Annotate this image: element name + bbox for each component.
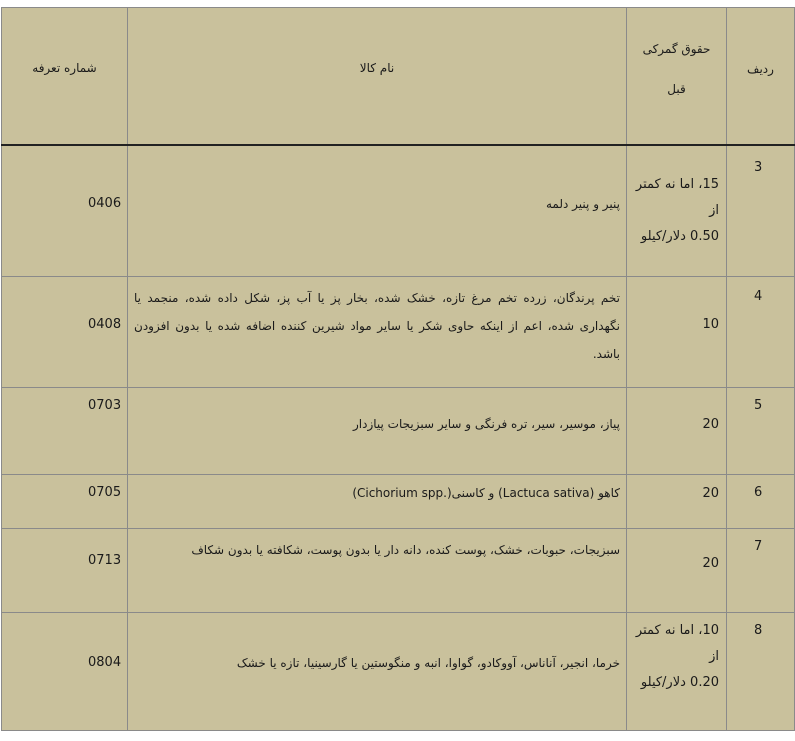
tariff-number: 0408 [88,316,122,332]
header-customs-duty-sublabel: قبل [667,82,686,96]
product-name: خرما، انجیر، آناناس، آووکادو، گواوا، انبه و منگوستین یا گارسینیا، تازه یا خشک [236,655,620,670]
tariff-number-cell [2,145,128,276]
tariff-number-cell [2,474,128,528]
row-number-cell [727,387,795,474]
row-number: 3 [754,160,763,175]
header-tariff-number [2,8,128,146]
duty-value: 10، اما نه کمتر از [635,622,719,664]
product-name-cell [128,612,627,730]
row-number-cell [727,528,795,612]
duty-cell [627,612,727,730]
duty-cell [627,528,727,612]
duty-value: 20 [702,485,719,501]
product-name: پیاز، موسیر، سیر، تره فرنگی و سایر سبزیجات پیازدار [352,416,620,431]
product-name-cell [128,528,627,612]
duty-value: 15، اما نه کمتر از [635,177,719,218]
header-product-name [128,8,627,146]
duty-minimum: 0.50 دلار/کیلو [640,229,719,244]
table-row [2,276,795,387]
product-name: کاهو (Lactuca sativa) و کاسنی(.Cichorium spp) [352,485,620,500]
duty-cell [627,276,727,387]
duty-minimum: 0.20 دلار/کیلو [640,674,719,690]
tariff-number: 0705 [88,484,122,500]
table-row [2,528,795,612]
table-row [2,612,795,730]
product-name: تخم پرندگان، زرده تخم مرغ تازه، خشک شده، بخار پز یا آب پز، شکل داده شده، منجمد یا نگهداری شده، اعم از اینکه حاوی شکر یا سایر مواد شیرین کننده اضافه شده یا بدون افزودن باشد. [134,290,620,361]
tariff-number-cell [2,528,128,612]
product-name-cell [128,276,627,387]
row-number: 4 [754,288,763,304]
tariff-table [1,7,795,731]
table-row [2,145,795,276]
header-row [2,8,795,146]
row-number-cell [727,145,795,276]
duty-cell [627,387,727,474]
duty-cell [627,145,727,276]
row-number: 5 [754,397,763,413]
row-number-cell [727,474,795,528]
duty-value: 20 [702,555,719,571]
duty-value: 20 [702,416,719,432]
product-name: پنیر و پنیر دلمه [545,197,620,211]
product-name-cell [128,387,627,474]
product-name-cell [128,145,627,276]
header-tariff-number-label: شماره تعرفه [32,61,97,75]
header-customs-duty-label: حقوق گمرکی [642,42,711,56]
header-customs-duty [627,8,727,146]
tariff-number: 0703 [88,397,122,413]
table-row [2,474,795,528]
row-number-cell [727,276,795,387]
product-name: سبزیجات، حبوبات، خشک، پوست کنده، دانه دار یا بدون پوست، شکافته یا بدون شکاف [191,542,620,557]
duty-cell [627,474,727,528]
tariff-number-cell [2,612,128,730]
tariff-number-cell [2,387,128,474]
row-number: 8 [754,622,763,638]
row-number: 6 [754,484,763,500]
tariff-number: 0406 [88,196,122,211]
table-row [2,387,795,474]
duty-value: 10 [702,316,719,332]
tariff-number-cell [2,276,128,387]
product-name-cell [128,474,627,528]
header-product-name-label: نام کالا [359,61,395,75]
header-row-number [727,8,795,146]
tariff-number: 0804 [88,654,122,670]
row-number-cell [727,612,795,730]
tariff-number: 0713 [88,552,122,568]
header-row-number-label: ردیف [747,62,774,76]
row-number: 7 [754,538,763,554]
